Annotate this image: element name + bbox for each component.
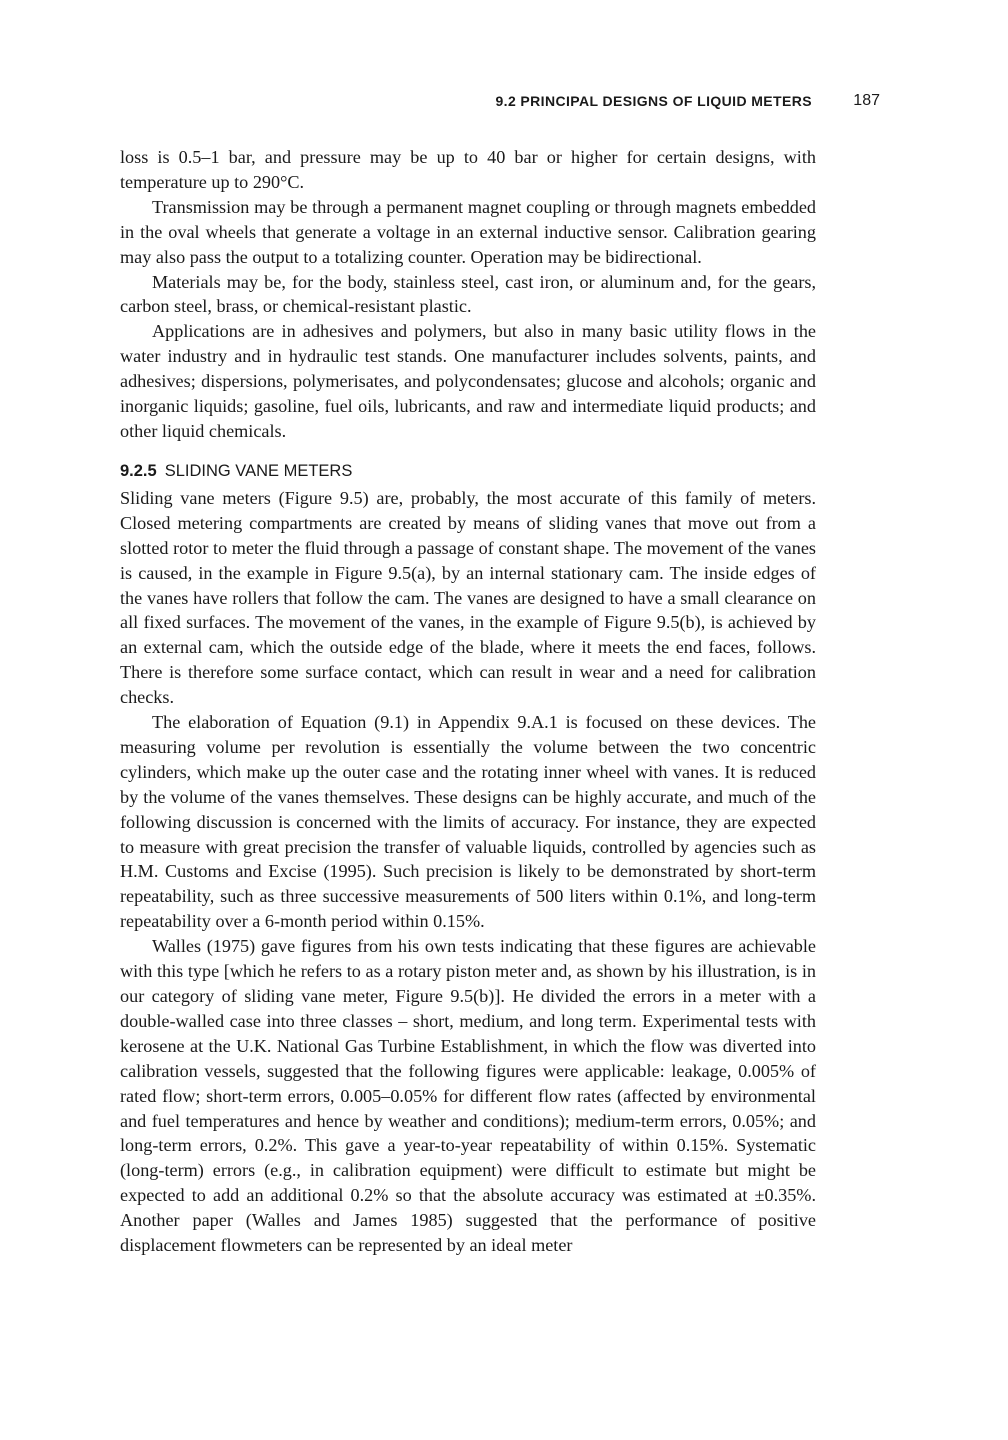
running-head: [120, 93, 880, 115]
paragraph: Walles (1975) gave figures from his own tests indicating that these figures are achievable with this type [which he refers to as a rotary piston meter and, as shown by his illustration, is in our category of sliding vane meter, Figure 9.5(b)]. He divided the errors in a meter with a double-walled case into three classes – short, medium, and long term. Experimental tests with kerosene at the U.K. National Gas Turbine Establishment, in which the flow was diverted into calibration vessels, suggested that the following figures were applicable: leakage, 0.005% of rated flow; short-term errors, 0.005–0.05% for different flow rates (affected by environmental and fuel temperatures and hence by weather and conditions); medium-term errors, 0.05%; and long-term errors, 0.2%. This gave a year-to-year repeatability of within 0.15%. Systematic (long-term) errors (e.g., in calibration equipment) were difficult to estimate but might be expected to add an additional 0.2% so that the absolute accuracy was estimated at ±0.35%. Another paper (Walles and James 1985) suggested that the performance of positive displacement flowmeters can be represented by an ideal meter: [120, 936, 816, 1256]
section-title: SLIDING VANE METERS: [164, 461, 353, 480]
page-number: 187: [853, 92, 880, 109]
paragraph: Materials may be, for the body, stainless steel, cast iron, or aluminum and, for the gears, carbon steel, brass, or chemical-resistant plastic.: [120, 271, 816, 317]
running-head-title: 9.2 PRINCIPAL DESIGNS OF LIQUID METERS: [495, 93, 812, 109]
paragraph: loss is 0.5–1 bar, and pressure may be up to 40 bar or higher for certain designs, with temperature up to 290°C.: [120, 147, 816, 192]
body-text: [120, 145, 816, 1258]
section-heading: [120, 460, 816, 482]
section-number: 9.2.5: [120, 461, 157, 480]
paragraph: Transmission may be through a permanent magnet coupling or through magnets embedded in the oval wheels that generate a voltage in an external inductive sensor. Calibration gearing may also pass the output to a totalizing counter. Operation may be bidirectional.: [120, 196, 816, 267]
paragraph: Sliding vane meters (Figure 9.5) are, probably, the most accurate of this family of meters. Closed metering compartments are created by means of sliding vanes that move out from a slotted rotor to meter the fluid through a passage of constant shape. The movement of the vanes is caused, in the example in Figure 9.5(a), by an internal stationary cam. The inside edges of the vanes have rollers that follow the cam. The vanes are designed to have a small clearance on all fixed surfaces. The movement of the vanes, in the example of Figure 9.5(b), is achieved by an external cam, which the outside edge of the blade, where it meets the end faces, follows. There is therefore some surface contact, which can result in wear and a need for calibration checks.: [120, 487, 816, 708]
paragraph: The elaboration of Equation (9.1) in Appendix 9.A.1 is focused on these devices. The measuring volume per revolution is essentially the volume between the two concentric cylinders, which make up the outer case and the rotating inner wheel with vanes. It is reduced by the volume of the vanes themselves. These designs can be highly accurate, and much of the following discussion is concerned with the limits of accuracy. For instance, they are expected to measure with great precision the transfer of valuable liquids, controlled by agencies such as H.M. Customs and Excise (1995). Such precision is likely to be demonstrated by short-term repeatability, such as three successive measurements of 500 liters within 0.1%, and long-term repeatability over a 6-month period within 0.15%.: [120, 712, 816, 932]
paragraph: Applications are in adhesives and polymers, but also in many basic utility flows in the water industry and in hydraulic test stands. One manufacturer includes solvents, paints, and adhesives; dispersions, polymerisates, and polycondensates; glucose and alcohols; organic and inorganic liquids; gasoline, fuel oils, lubricants, and raw and intermediate liquid products; and other liquid chemicals.: [120, 321, 816, 441]
